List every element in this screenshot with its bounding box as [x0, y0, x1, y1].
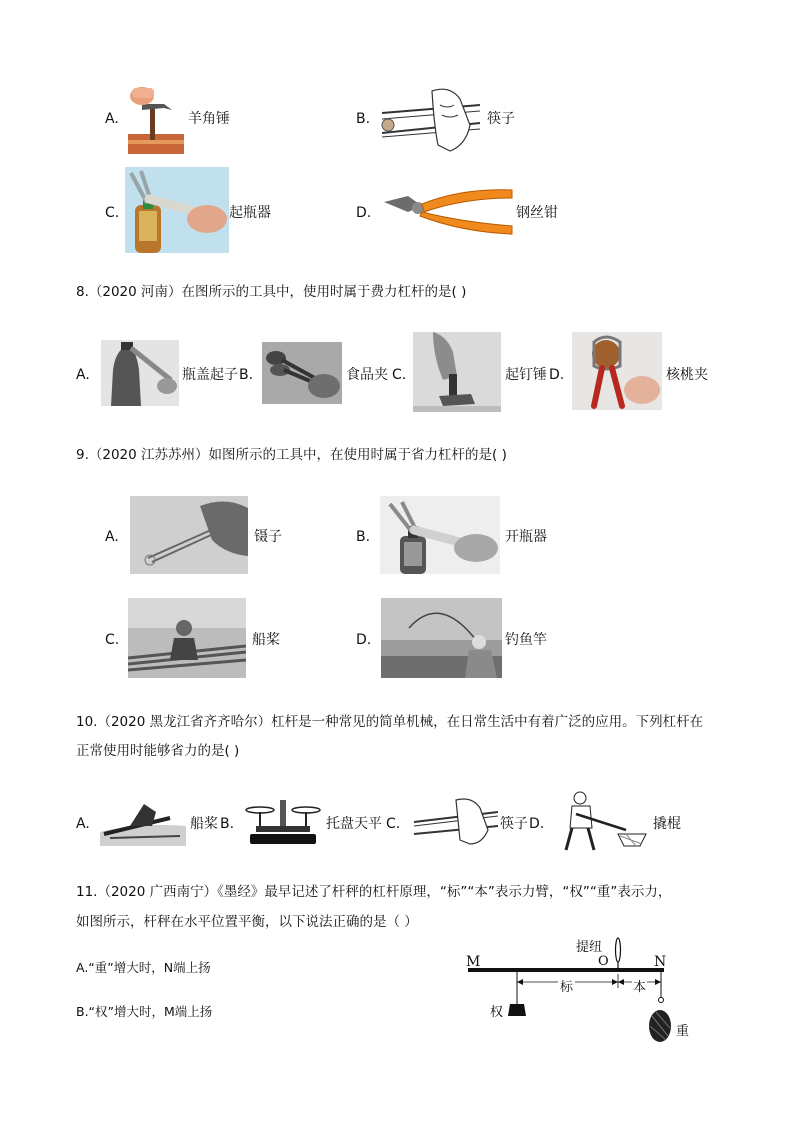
q10-option-c-label: 筷子 [500, 816, 528, 832]
q11-stem-line2: 如图所示，杆秤在水平位置平衡，以下说法正确的是（ ） [76, 914, 418, 930]
q8-option-c-label: 起钉锤 [505, 367, 547, 383]
fishing-rod-image [381, 598, 502, 678]
q10-option-a-letter: A. [76, 816, 90, 832]
q7-option-c-label: 起瓶器 [229, 205, 271, 221]
rowing-boat-image [100, 796, 186, 846]
cap-opener-image [101, 340, 179, 406]
diagram-label-zhong: 重 [676, 1024, 690, 1039]
q10-option-b-label: 托盘天平 [326, 816, 382, 832]
claw-hammer-image [128, 86, 184, 154]
steelyard-diagram [460, 928, 700, 1048]
q9-option-a-label: 镊子 [254, 529, 282, 545]
q9-option-c-letter: C. [105, 632, 120, 648]
q10-option-d-letter: D. [529, 816, 545, 832]
rowing-oars-image [128, 598, 246, 678]
wire-pliers-image [382, 182, 514, 240]
q8-option-b-label: 食品夹 [346, 367, 388, 383]
q9-option-c-label: 船桨 [252, 632, 280, 648]
q8-option-c-letter: C. [392, 367, 407, 383]
q9-option-a-letter: A. [105, 529, 119, 545]
q9-option-b-label: 开瓶器 [505, 529, 547, 545]
q8-option-a-label: 瓶盖起子 [182, 367, 238, 383]
q9-option-d-label: 钓鱼竿 [505, 632, 547, 648]
q7-option-a-label: 羊角锤 [188, 111, 230, 127]
q7-option-b-letter: B. [356, 111, 371, 127]
q10-option-b-letter: B. [220, 816, 235, 832]
diagram-label-ben: 本 [632, 976, 647, 995]
diagram-label-biao: 标 [558, 976, 575, 995]
q7-option-a-letter: A. [105, 111, 119, 127]
q10-option-d-label: 撬棍 [653, 816, 681, 832]
q10-stem-line1: 10.（2020 黑龙江省齐齐哈尔）杠杆是一种常见的简单机械，在日常生活中有着广泛的应用。下列杠杆在 [76, 714, 704, 730]
q8-option-d-label: 核桃夹 [666, 367, 708, 383]
diagram-label-o: O [598, 954, 609, 969]
diagram-label-tiniu: 提纽 [576, 940, 603, 955]
q7-option-d-letter: D. [356, 205, 372, 221]
q8-stem: 8.（2020 河南）在图所示的工具中，使用时属于费力杠杆的是( ) [76, 284, 467, 300]
q7-option-b-label: 筷子 [487, 111, 515, 127]
q8-option-a-letter: A. [76, 367, 90, 383]
crowbar-worker-image [556, 790, 650, 852]
diagram-label-m: M [466, 954, 481, 970]
chopsticks-image [380, 85, 482, 155]
diagram-label-quan: 权 [490, 1005, 504, 1020]
chopsticks-image-2 [412, 796, 498, 846]
q8-option-b-letter: B. [239, 367, 254, 383]
q11-option-b: B.“权”增大时，M端上扬 [76, 1004, 213, 1019]
q11-option-a: A.“重”增大时，N端上扬 [76, 960, 211, 975]
q10-stem-line2: 正常使用时能够省力的是( ) [76, 743, 240, 759]
nail-hammer-image [413, 332, 501, 412]
diagram-label-n: N [654, 954, 667, 970]
bottle-opener-image [125, 167, 229, 253]
bottle-opener-image-2 [380, 496, 500, 574]
q7-option-c-letter: C. [105, 205, 120, 221]
q9-stem: 9.（2020 江苏苏州）如图所示的工具中，在使用时属于省力杠杆的是( ) [76, 447, 507, 463]
q10-option-a-label: 船桨 [190, 816, 218, 832]
q7-option-d-label: 钢丝钳 [516, 205, 558, 221]
q11-stem-line1: 11.（2020 广西南宁）《墨经》最早记述了杆秤的杠杆原理，“标”“本”表示力臂，“权”“重”表示力， [76, 884, 672, 900]
balance-scale-image [244, 796, 322, 846]
q8-option-d-letter: D. [549, 367, 565, 383]
tweezers-image [130, 496, 248, 574]
nutcracker-image [572, 332, 662, 410]
q9-option-b-letter: B. [356, 529, 371, 545]
q10-option-c-letter: C. [386, 816, 401, 832]
q9-option-d-letter: D. [356, 632, 372, 648]
food-tongs-image [262, 342, 342, 404]
